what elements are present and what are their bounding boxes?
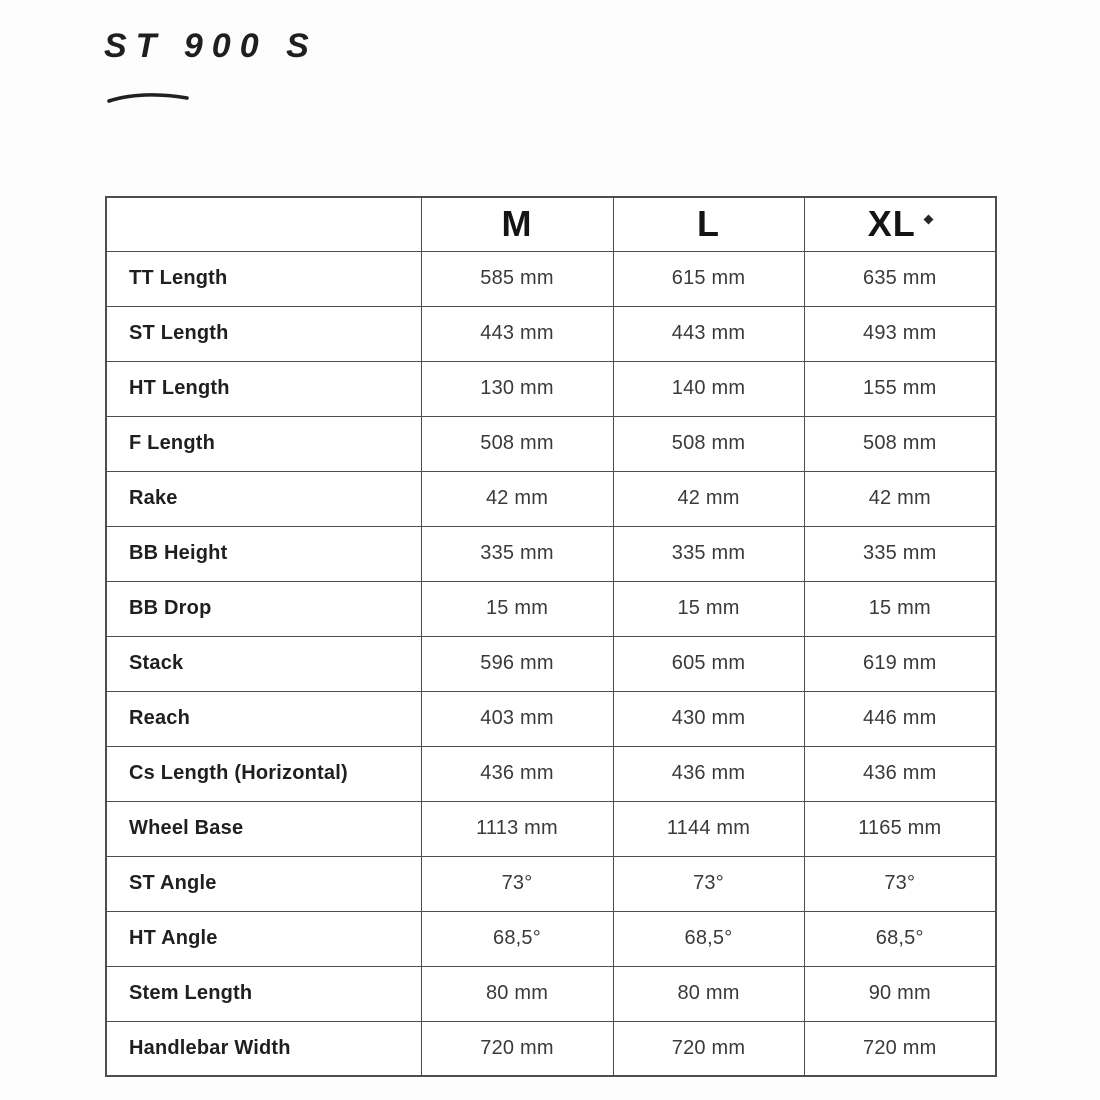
- table-row: [106, 306, 996, 361]
- value-cell: 508 mm: [421, 416, 613, 471]
- value-cell: 720 mm: [613, 1021, 804, 1076]
- row-label: Rake: [106, 471, 421, 526]
- geometry-table: [105, 196, 997, 1077]
- value-cell: 585 mm: [421, 251, 613, 306]
- value-cell: 68,5°: [613, 911, 804, 966]
- value-cell: 443 mm: [613, 306, 804, 361]
- row-label: ST Length: [106, 306, 421, 361]
- row-label: Cs Length (Horizontal): [106, 746, 421, 801]
- value-cell: 140 mm: [613, 361, 804, 416]
- row-label: BB Height: [106, 526, 421, 581]
- table-row: [106, 526, 996, 581]
- row-label: Stem Length: [106, 966, 421, 1021]
- table-row: [106, 1021, 996, 1076]
- value-cell: 68,5°: [421, 911, 613, 966]
- table-row: [106, 471, 996, 526]
- size-column-header-l: [613, 197, 804, 251]
- size-label: L: [697, 203, 720, 245]
- diamond-cursor-icon: [923, 215, 933, 225]
- row-label: TT Length: [106, 251, 421, 306]
- row-label: Stack: [106, 636, 421, 691]
- value-cell: 436 mm: [421, 746, 613, 801]
- row-label: Wheel Base: [106, 801, 421, 856]
- row-label: F Length: [106, 416, 421, 471]
- header-row: [106, 197, 996, 251]
- row-label: HT Angle: [106, 911, 421, 966]
- value-cell: 403 mm: [421, 691, 613, 746]
- value-cell: 1144 mm: [613, 801, 804, 856]
- table-row: [106, 746, 996, 801]
- row-label: BB Drop: [106, 581, 421, 636]
- value-cell: 90 mm: [804, 966, 996, 1021]
- value-cell: 15 mm: [613, 581, 804, 636]
- value-cell: 508 mm: [804, 416, 996, 471]
- corner-cell: [106, 197, 421, 251]
- value-cell: 335 mm: [804, 526, 996, 581]
- size-label: M: [501, 203, 533, 245]
- size-column-header-m: [421, 197, 613, 251]
- curved-stroke-icon: [106, 90, 190, 106]
- value-cell: 635 mm: [804, 251, 996, 306]
- row-label: Reach: [106, 691, 421, 746]
- page-title: ST 900 S: [104, 27, 318, 65]
- value-cell: 605 mm: [613, 636, 804, 691]
- table-row: [106, 416, 996, 471]
- value-cell: 73°: [804, 856, 996, 911]
- value-cell: 42 mm: [804, 471, 996, 526]
- table-row: [106, 361, 996, 416]
- value-cell: 720 mm: [421, 1021, 613, 1076]
- value-cell: 430 mm: [613, 691, 804, 746]
- value-cell: 155 mm: [804, 361, 996, 416]
- value-cell: 130 mm: [421, 361, 613, 416]
- table-row: [106, 636, 996, 691]
- value-cell: 446 mm: [804, 691, 996, 746]
- value-cell: 508 mm: [613, 416, 804, 471]
- value-cell: 15 mm: [421, 581, 613, 636]
- table-row: [106, 581, 996, 636]
- value-cell: 73°: [613, 856, 804, 911]
- value-cell: 436 mm: [613, 746, 804, 801]
- table-row: [106, 856, 996, 911]
- value-cell: 42 mm: [421, 471, 613, 526]
- row-label: HT Length: [106, 361, 421, 416]
- value-cell: 615 mm: [613, 251, 804, 306]
- geometry-table-body: [106, 251, 996, 1076]
- value-cell: 1113 mm: [421, 801, 613, 856]
- value-cell: 443 mm: [421, 306, 613, 361]
- value-cell: 720 mm: [804, 1021, 996, 1076]
- value-cell: 436 mm: [804, 746, 996, 801]
- row-label: ST Angle: [106, 856, 421, 911]
- size-column-header-xl: [804, 197, 996, 251]
- value-cell: 73°: [421, 856, 613, 911]
- value-cell: 42 mm: [613, 471, 804, 526]
- value-cell: 493 mm: [804, 306, 996, 361]
- value-cell: 15 mm: [804, 581, 996, 636]
- value-cell: 335 mm: [613, 526, 804, 581]
- table-row: [106, 966, 996, 1021]
- value-cell: 1165 mm: [804, 801, 996, 856]
- value-cell: 596 mm: [421, 636, 613, 691]
- value-cell: 619 mm: [804, 636, 996, 691]
- value-cell: 335 mm: [421, 526, 613, 581]
- table-row: [106, 801, 996, 856]
- size-label: XL: [867, 203, 916, 245]
- value-cell: 80 mm: [613, 966, 804, 1021]
- geometry-table-header: [106, 197, 996, 251]
- table-row: [106, 691, 996, 746]
- table-row: [106, 251, 996, 306]
- value-cell: 80 mm: [421, 966, 613, 1021]
- table-row: [106, 911, 996, 966]
- value-cell: 68,5°: [804, 911, 996, 966]
- row-label: Handlebar Width: [106, 1021, 421, 1076]
